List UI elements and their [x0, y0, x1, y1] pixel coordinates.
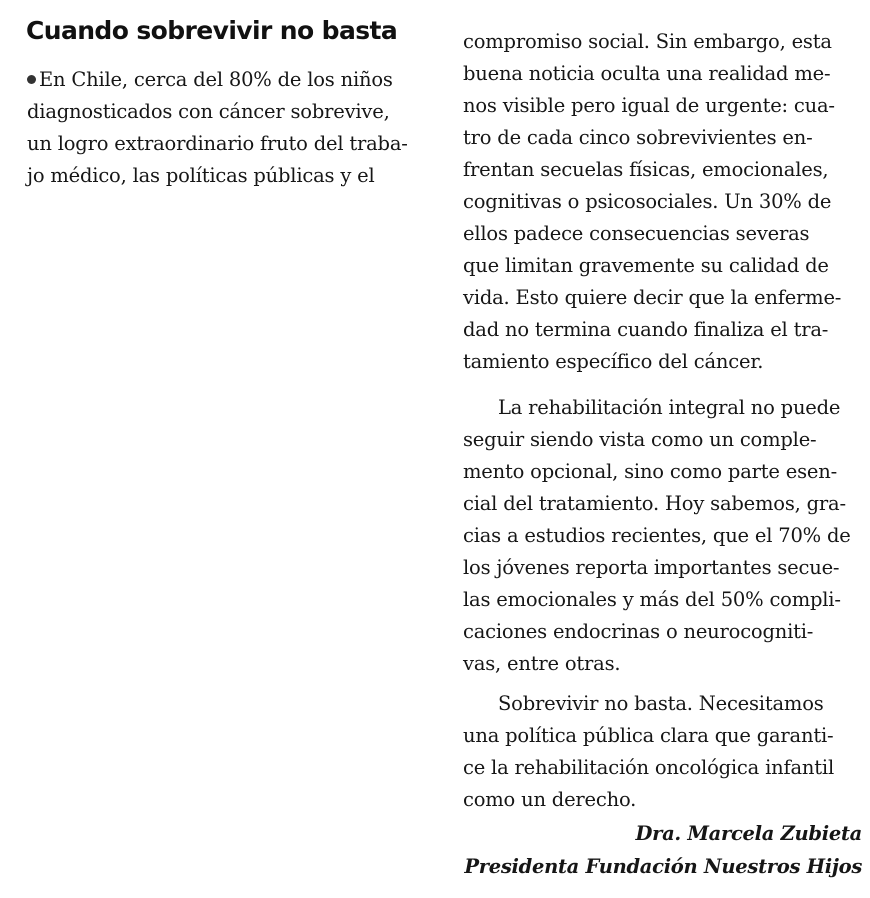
- author-name: Dra. Marcela Zubieta: [635, 822, 862, 845]
- body-line: una política pública clara que garanti-: [463, 724, 834, 747]
- body-line: las emocionales y más del 50% compli-: [463, 588, 841, 611]
- body-line: caciones endocrinas o neurocogniti-: [463, 620, 814, 643]
- body-line: que limitan gravemente su calidad de: [463, 254, 829, 277]
- body-line: nos visible pero igual de urgente: cua-: [463, 94, 835, 117]
- body-line-text: En Chile, cerca del 80% de los niños: [39, 68, 393, 91]
- body-line: compromiso social. Sin embargo, esta: [463, 30, 832, 53]
- body-line: diagnosticados con cáncer sobrevive,: [27, 100, 390, 123]
- author-title: Presidenta Fundación Nuestros Hijos: [464, 855, 862, 878]
- body-line: ce la rehabilitación oncológica infantil: [463, 756, 834, 779]
- body-line: seguir siendo vista como un comple-: [463, 428, 817, 451]
- bullet-icon: [27, 75, 36, 84]
- body-line: tro de cada cinco sobrevivientes en-: [463, 126, 813, 149]
- body-line: como un derecho.: [463, 788, 637, 811]
- article-headline: Cuando sobrevivir no basta: [26, 16, 398, 45]
- body-line: jo médico, las políticas públicas y el: [27, 164, 375, 187]
- body-line: un logro extraordinario fruto del traba-: [27, 132, 408, 155]
- body-line: [27, 64, 393, 96]
- body-line: mento opcional, sino como parte esen-: [463, 460, 837, 483]
- body-line: frentan secuelas físicas, emocionales,: [463, 158, 829, 181]
- body-line: vas, entre otras.: [463, 652, 621, 675]
- body-line: cognitivas o psicosociales. Un 30% de: [463, 190, 832, 213]
- paragraph-first-line: La rehabilitación integral no puede: [498, 396, 841, 419]
- body-line: cias a estudios recientes, que el 70% de: [463, 524, 851, 547]
- body-line: vida. Esto quiere decir que la enferme-: [463, 286, 842, 309]
- body-line: buena noticia oculta una realidad me-: [463, 62, 831, 85]
- body-line: tamiento específico del cáncer.: [463, 350, 764, 373]
- body-line: los jóvenes reporta importantes secue-: [463, 556, 840, 579]
- paragraph-first-line: Sobrevivir no basta. Necesitamos: [498, 692, 824, 715]
- body-line: ellos padece consecuencias severas: [463, 222, 810, 245]
- body-line: dad no termina cuando finaliza el tra-: [463, 318, 829, 341]
- body-line: cial del tratamiento. Hoy sabemos, gra-: [463, 492, 846, 515]
